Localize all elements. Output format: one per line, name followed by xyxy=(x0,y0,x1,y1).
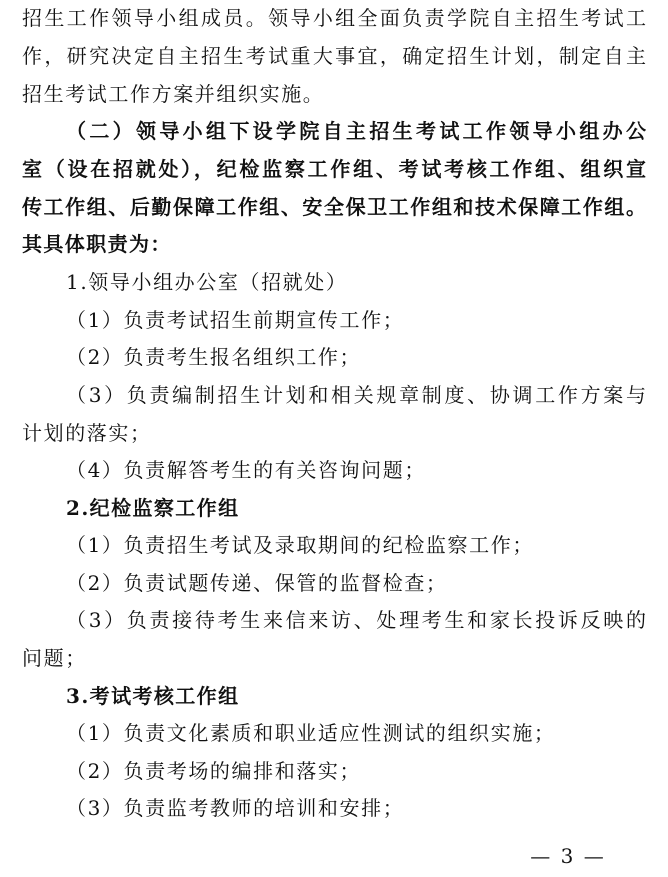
section-heading-continued: 其具体职责为： xyxy=(22,232,172,256)
list-item: （1）负责招生考试及录取期间的纪检监察工作； xyxy=(66,533,534,557)
list-item: （2）负责试题传递、保管的监督检查； xyxy=(66,571,448,595)
list-item: （3）负责监考教师的培训和安排； xyxy=(66,796,405,820)
body-text-line: 招生考试工作方案并组织实施。 xyxy=(22,82,325,106)
subsection-heading: 3.考试考核工作组 xyxy=(66,684,240,708)
list-item: （2）负责考场的编排和落实； xyxy=(66,759,362,783)
list-item-continued: 问题； xyxy=(22,646,87,670)
body-text-line: 作，研究决定自主招生考试重大事宜，确定招生计划，制定自主 xyxy=(22,44,646,68)
subsection-heading: 2.纪检监察工作组 xyxy=(66,496,240,520)
page-number: — 3 — xyxy=(530,844,606,868)
list-item: （3）负责编制招生计划和相关规章制度、协调工作方案与 xyxy=(66,383,646,407)
subsection-heading: 1.领导小组办公室（招就处） xyxy=(66,270,348,294)
list-item: （4）负责解答考生的有关咨询问题； xyxy=(66,458,426,482)
section-heading: （二）领导小组下设学院自主招生考试工作领导小组办公 xyxy=(66,119,646,143)
list-item: （2）负责考生报名组织工作； xyxy=(66,345,362,369)
section-heading-continued: 传工作组、后勤保障工作组、安全保卫工作组和技术保障工作组。 xyxy=(22,195,646,219)
list-item-continued: 计划的落实； xyxy=(22,421,152,445)
list-item: （1）负责考试招生前期宣传工作； xyxy=(66,308,405,332)
list-item: （3）负责接待考生来信来访、处理考生和家长投诉反映的 xyxy=(66,608,646,632)
section-heading-continued: 室（设在招就处），纪检监察工作组、考试考核工作组、组织宣 xyxy=(22,157,646,181)
body-text-line: 招生工作领导小组成员。领导小组全面负责学院自主招生考试工 xyxy=(22,6,646,30)
list-item: （1）负责文化素质和职业适应性测试的组织实施； xyxy=(66,721,556,745)
